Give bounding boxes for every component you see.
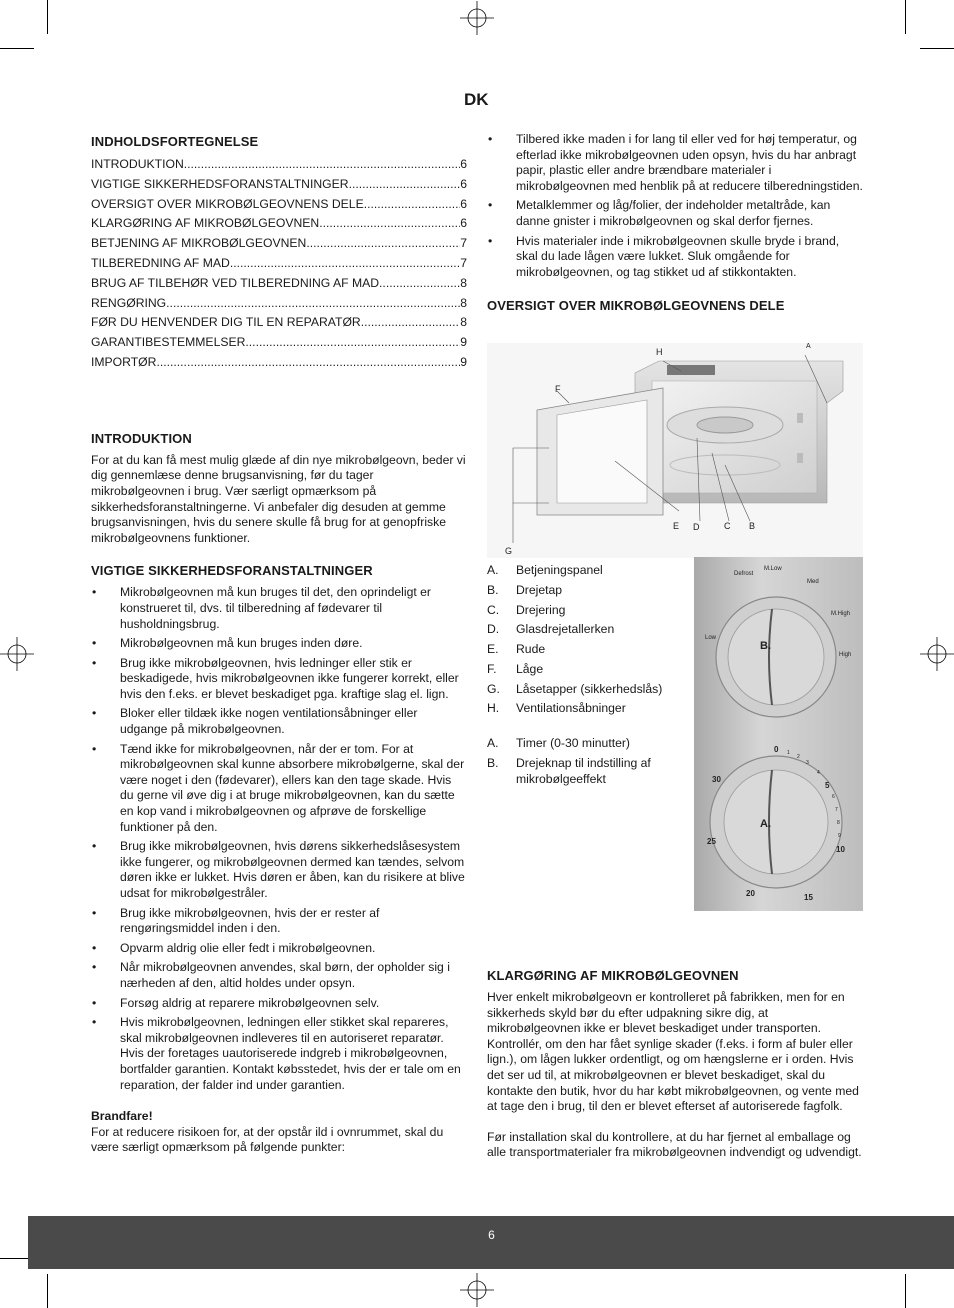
- toc-entry[interactable]: INTRODUKTION ..... 6: [91, 157, 467, 177]
- diagram-label: H: [656, 347, 663, 357]
- legend-row: B. Drejetap: [487, 582, 563, 597]
- list-item: • Opvarm aldrig olie eller fedt i mikrobølgeovnen.: [91, 941, 467, 957]
- legend-row: E. Rude: [487, 642, 546, 657]
- legend-row: A. Timer (0-30 minutter): [487, 736, 630, 751]
- list-item: • Mikrobølgeovnen må kun bruges til det, den oprindeligt er konstrueret til, dvs. til tilberedning af fødevarer til husholdningsbrug.: [91, 585, 467, 632]
- right-column: [487, 132, 863, 320]
- prep-heading: KLARGØRING AF MIKROBØLGEOVNEN: [487, 968, 739, 983]
- list-item: • Hvis mikrobølgeovnen, ledningen eller stikket skal repareres, skal mikrobølgeovnen indleveres til en autoriseret reparatør. Hvis der foretages uautoriserede indgreb i mikrobølgeovnen, bortfalder garantien. Kontakt købsstedet, hvis der er tale om en reparation, der falder ind under garantien.: [91, 1015, 467, 1093]
- control-panel-photo: Defrost M.Low Med M.High High Low B. A. 0 1 2 3 4 5 6 7 8 9 10 15 20 25 30: [694, 557, 863, 911]
- list-item: • Tilbered ikke maden i for lang til eller ved for høj temperatur, og efterlad ikke mikrobølgeovnen uden opsyn, hvis du har anbragt papir, plastic eller andre brændbare materialer i mikrobølgeovnen med henblik på at reducere tilberedningstiden.: [487, 132, 863, 194]
- list-item: • Tænd ikke for mikrobølgeovnen, når der er tom. For at mikrobølgeovnen skal kunne absorbere mikrobølgerne, skal der være noget i den (fødevarer), ellers kan den tage skade. Hvis du gerne vil øve dig i at bruge mikrobølgeovnen, kan du sætte en kop vand i mikrobølgeovnen og afprøve de forskellige funktioner på den.: [91, 742, 467, 836]
- toc-entry[interactable]: TILBEREDNING AF MAD ..... 7: [91, 256, 467, 276]
- diagram-label: B: [749, 521, 756, 531]
- toc-entry[interactable]: VIGTIGE SIKKERHEDSFORANSTALTNINGER ..... 6: [91, 177, 467, 197]
- toc-entry[interactable]: BRUG AF TILBEHØR VED TILBEREDNING AF MAD ..... 8: [91, 276, 467, 296]
- fire-heading: Brandfare!: [91, 1109, 153, 1124]
- crop-mark: [0, 48, 34, 49]
- toc-entry[interactable]: OVERSIGT OVER MIKROBØLGEOVNENS DELE ..... 6: [91, 197, 467, 217]
- crop-mark: [905, 1274, 906, 1308]
- page-footer: [28, 1216, 954, 1269]
- legend-row: H. Ventilationsåbninger: [487, 701, 626, 716]
- legend-row: D. Glasdrejetallerken: [487, 622, 615, 637]
- diagram-label: E: [673, 521, 680, 531]
- toc-entry[interactable]: KLARGØRING AF MIKROBØLGEOVNEN ..... 6: [91, 216, 467, 236]
- fire-list: [487, 132, 863, 280]
- safety-heading: VIGTIGE SIKKERHEDSFORANSTALTNINGER: [91, 563, 373, 579]
- crop-mark: [920, 48, 954, 49]
- crop-mark: [47, 1274, 48, 1308]
- list-item: • Brug ikke mikrobølgeovnen, hvis dørens sikkerhedslåsesystem ikke fungerer, og mikrobølgeovnen dermed kan tændes, selvom døren ikke er lukket. Hvis døren er åben, kan du risikere at blive udsat for mikrobølgestråler.: [91, 839, 467, 901]
- legend-row: B. Drejeknap til indstilling af mikrobølgeeffekt: [487, 756, 651, 786]
- parts-legend: [487, 563, 687, 791]
- diagram-label: C: [724, 521, 731, 531]
- toc-entry[interactable]: RENGØRING ..... 8: [91, 296, 467, 316]
- list-item: • Brug ikke mikrobølgeovnen, hvis ledninger eller stik er beskadigede, hvis mikrobølgeovnen ikke fungerer korrekt, eller hvis den f.eks. er blevet beskadiget pga. kraftige slag el. lign.: [91, 656, 467, 703]
- list-item: • Bloker eller tildæk ikke nogen ventilationsåbninger eller udgange på mikrobølgeovnen.: [91, 706, 467, 737]
- toc-entry[interactable]: GARANTIBESTEMMELSER ..... 9: [91, 335, 467, 355]
- fire-text: For at reducere risikoen for, at der opstår ild i ovnrummet, skal du være særligt opmærksom på følgende punkter:: [91, 1124, 444, 1155]
- intro-heading: INTRODUKTION: [91, 430, 192, 446]
- parts-heading: OVERSIGT OVER MIKROBØLGEOVNENS DELE: [487, 298, 785, 314]
- diagram-label: F: [555, 384, 561, 394]
- toc-entry[interactable]: IMPORTØR ..... 9: [91, 355, 467, 375]
- language-tag: DK: [464, 90, 489, 109]
- toc-heading: INDHOLDSFORTEGNELSE: [91, 134, 259, 149]
- left-column: [91, 134, 467, 1156]
- toc-list: [91, 157, 467, 375]
- registration-mark-icon: [0, 637, 34, 671]
- list-item: • Mikrobølgeovnen må kun bruges inden døre.: [91, 636, 467, 652]
- legend-row: F. Låge: [487, 661, 544, 676]
- list-item: • Hvis materialer inde i mikrobølgeovnen skulle bryde i brand, skal du lade lågen være lukket. Sluk omgående for mikrobølgeovnen, og tag stikket ud af stikkontakten.: [487, 234, 863, 281]
- crop-mark: [47, 0, 48, 34]
- legend-row: G. Låsetapper (sikkerhedslås): [487, 681, 663, 696]
- registration-mark-icon: [460, 1, 494, 35]
- registration-mark-icon: [460, 1273, 494, 1307]
- ventilation-icon: [667, 365, 715, 375]
- list-item: • Når mikrobølgeovnen anvendes, skal børn, der opholder sig i nærheden af den, altid holdes under opsyn.: [91, 960, 467, 991]
- list-item: • Brug ikke mikrobølgeovnen, hvis der er rester af rengøringsmiddel inden i den.: [91, 906, 467, 937]
- diagram-label: A: [806, 343, 811, 350]
- safety-list: [91, 585, 467, 1093]
- diagram-label: G: [505, 546, 513, 556]
- toc-entry[interactable]: FØR DU HENVENDER DIG TIL EN REPARATØR ..... 8: [91, 315, 467, 335]
- prep-paragraph: Hver enkelt mikrobølgeovn er kontrolleret på fabrikken, men for en sikkerheds skyld bør du efter udpakning sikre dig, at mikrobølgeovnen ikke er blevet beskadiget under transporten. Kontrollér, om den har fået synlige skader (f.eks. i form af buler eller lign.), om lågen lukker ordentligt, og om hængslerne er i orden. Hvis det ser ud til, at mikrobølgeovnen er blevet beskadiget, skal du kontakte den butik, hvor du har købt mikrobølgeovnen, og vente med at tage den i brug, til den er blevet efterset af autoriserede fagfolk.: [487, 990, 859, 1114]
- list-item: • Metalklemmer og låg/folier, der indeholder metaltråde, kan danne gnister i mikrobølgeovnen og skal derfor fjernes.: [487, 198, 863, 229]
- prep-section: [487, 968, 863, 1161]
- toc-entry[interactable]: BETJENING AF MIKROBØLGEOVNEN ..... 7: [91, 236, 467, 256]
- diagram-label: D: [693, 522, 700, 532]
- prep-paragraph: Før installation skal du kontrollere, at du har fjernet al emballage og alle transportmaterialer fra mikrobølgeovnen indvendigt og udvendigt.: [487, 1129, 862, 1160]
- registration-mark-icon: [920, 637, 954, 671]
- legend-row: C. Drejering: [487, 602, 566, 617]
- window-icon: [557, 400, 647, 503]
- legend-row: A. Betjeningspanel: [487, 563, 603, 577]
- crop-mark: [905, 0, 906, 34]
- page-number: 6: [488, 1228, 495, 1242]
- list-item: • Forsøg aldrig at reparere mikrobølgeovnen selv.: [91, 996, 467, 1012]
- intro-text: For at du kan få mest mulig glæde af din nye mikrobølgeovn, beder vi dig gennemlæse denne brugsanvisning, før du tager mikrobølgeovnen i brug. Vær særligt opmærksom på sikkerhedsforanstaltningerne. Vi anbefaler dig desuden at gemme brugsanvisningen, hvis du senere skulle få brug for at genopfriske mikrobølgeovnens funktioner.: [91, 452, 466, 545]
